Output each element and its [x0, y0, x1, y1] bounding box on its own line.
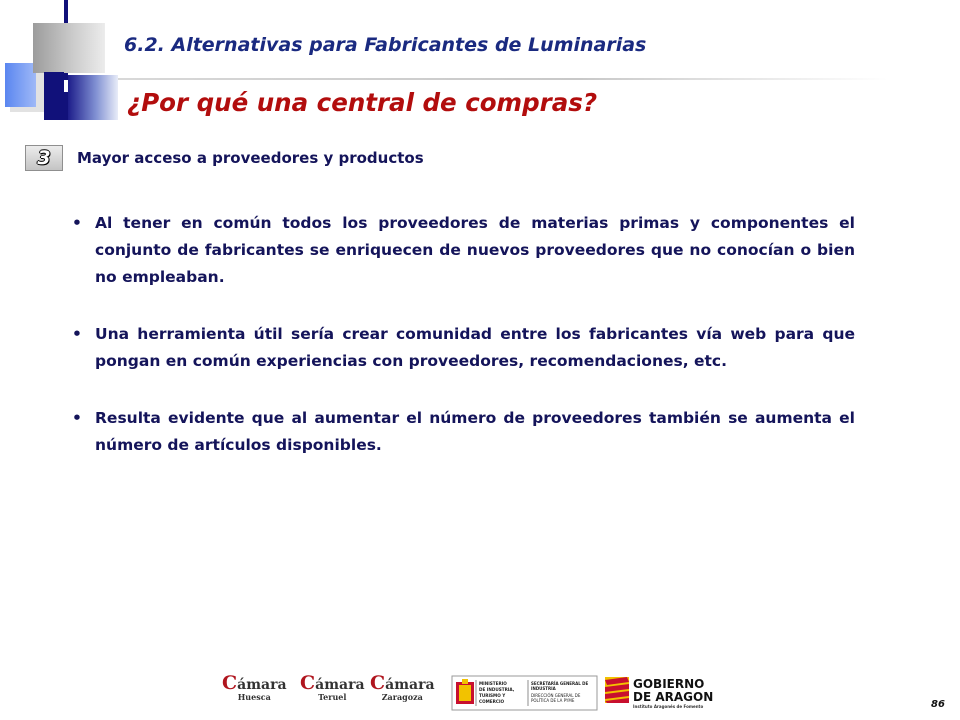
svg-text:DE INDUSTRIA,: DE INDUSTRIA, [479, 687, 515, 692]
svg-text:DE ARAGON: DE ARAGON [633, 690, 714, 704]
point-heading: Mayor acceso a proveedores y productos [77, 149, 424, 167]
decor-title-underline [118, 78, 888, 80]
svg-text:COMERCIO: COMERCIO [479, 699, 505, 704]
svg-text:POLÍTICA DE LA PYME: POLÍTICA DE LA PYME [531, 698, 575, 703]
bullet-text: Al tener en común todos los proveedores de materias primas y componentes el conjunto de fabricantes se enriquecen de nuevos proveedores que no conocían o bien no empleaban. [95, 214, 855, 286]
ministerio-industria-logo [452, 676, 597, 710]
bullet-text: Una herramienta útil sería crear comunidad entre los fabricantes vía web para que pongan en común experiencias con proveedores, recomendaciones, etc. [95, 325, 855, 370]
point-number-badge: 3 [25, 145, 63, 171]
bullet-list [70, 210, 855, 489]
svg-text:SECRETARÍA GENERAL DE: SECRETARÍA GENERAL DE [531, 681, 589, 686]
camara-huesca-logo: Cámara Huesca [222, 672, 287, 702]
svg-text:TURISMO Y: TURISMO Y [479, 693, 506, 698]
svg-text:GOBIERNO: GOBIERNO [633, 677, 705, 691]
decor-square-blue-gradient [68, 75, 118, 120]
bullet-text: Resulta evidente que al aumentar el número de proveedores también se aumenta el número de artículos disponibles. [95, 409, 855, 454]
svg-text:MINISTERIO: MINISTERIO [479, 681, 507, 686]
svg-text:DIRECCIÓN GENERAL DE: DIRECCIÓN GENERAL DE [531, 693, 581, 698]
bullet-item [70, 210, 855, 291]
svg-text:Instituto Aragonés de Fomento: Instituto Aragonés de Fomento [633, 704, 704, 709]
bullet-dot-icon: • [72, 214, 82, 232]
section-title: 6.2. Alternativas para Fabricantes de Luminarias [124, 34, 647, 56]
gobierno-aragon-logo [605, 674, 714, 712]
bullet-dot-icon: • [72, 325, 82, 343]
svg-text:INDUSTRIA: INDUSTRIA [531, 686, 556, 691]
decor-square-grey [33, 23, 105, 73]
bullet-item [70, 405, 855, 459]
page-number: 86 [931, 699, 945, 710]
decor-square-navy [44, 72, 64, 120]
bullet-dot-icon: • [72, 409, 82, 427]
camara-teruel-logo: Cámara Teruel [300, 672, 365, 702]
page-title: ¿Por qué una central de compras? [127, 88, 598, 117]
bullet-item [70, 321, 855, 375]
decor-square-light-blue [5, 63, 36, 107]
camara-zaragoza-logo: Cámara Zaragoza [370, 672, 435, 702]
